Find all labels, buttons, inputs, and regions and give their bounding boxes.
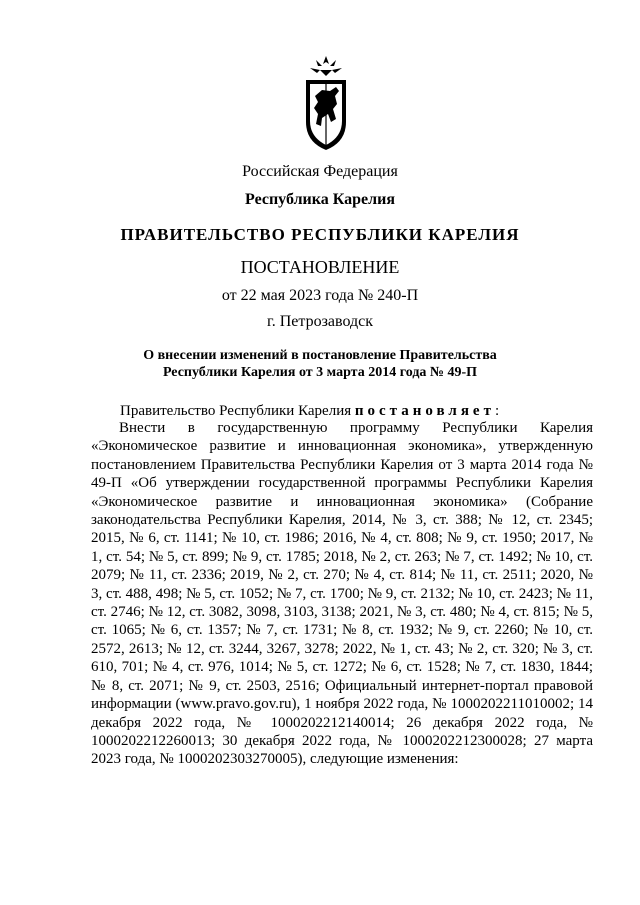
lead-prefix: Правительство Республики Карелия bbox=[120, 403, 355, 419]
city: г. Петрозаводск bbox=[266, 313, 374, 330]
government-name: ПРАВИТЕЛЬСТВО РЕСПУБЛИКИ КАРЕЛИЯ bbox=[120, 225, 520, 244]
document-date-number: от 22 мая 2023 года № 240-П bbox=[221, 287, 419, 304]
coat-of-arms-karelia bbox=[300, 56, 352, 152]
title-line-2: Республики Карелия от 3 марта 2014 года № 49-П bbox=[162, 365, 478, 380]
resolution-lead bbox=[120, 403, 499, 420]
republic-name: Республика Карелия bbox=[245, 191, 395, 208]
body-paragraph: Внести в государственную программу Республики Карелия «Экономическое развитие и инновационная экономика», утвержденную постановлением Правительства Республики Карелия от 3 марта 2014 года № 49-П «Об утверждении государственной программы Республики Карелия «Экономическое развитие и инновационная экономика» (Собрание законодательства Республики Карелия, 2014, № 3, ст. 388; № 12, ст. 2345; 2015, № 6, ст. 1141; № 10, ст. 1986; 2016, № 4, ст. 808; № 9, ст. 1950; 2017, № 1, ст. 54; № 5, ст. 899; № 9, ст. 1785; 2018, № 2, ст. 263; № 7, ст. 1492; № 10, ст. 2079; № 11, ст. 2336; 2019, № 2, ст. 270; № 4, ст. 814; № 11, ст. 2511; 2020, № 3, ст. 488, 498; № 5, ст. 1052; № 7, ст. 1700; № 9, ст. 2132; № 10, ст. 2423; № 11, ст. 2746; № 12, ст. 3082, 3098, 3103, 3138; 2021, № 3, ст. 480; № 4, ст. 815; № 5, ст. 1065; № 6, ст. 1357; № 7, ст. 1731; № 8, ст. 1932; № 9, ст. 2260; № 10, ст. 2572, 2613; № 12, ст. 3244, 3267, 3278; 2022, № 1, ст. 43; № 2, ст. 320; № 3, ст. 610, 701; № 4, ст. 976, 1014; № 5, ст. 1272; № 6, ст. 1528; № 7, ст. 1830, 1844; № 8, ст. 2071; № 9, ст. 2503, 2516; Официальный интернет-портал правовой информации (www.pravo.gov.ru), 1 ноября 2022 года, № 1000202211010002; 14 декабря 2022 года, № 1000202212140014; 26 декабря 2022 года, № 1000202212260013; 30 декабря 2022 года, № 1000202212300028; 27 марта 2023 года, № 1000202303270005), следующие изменения: bbox=[91, 420, 593, 768]
document-title bbox=[0, 347, 640, 381]
lead-resolves: постановляет bbox=[354, 403, 495, 419]
document-type: ПОСТАНОВЛЕНИЕ bbox=[240, 257, 400, 277]
country-name: Российская Федерация bbox=[242, 163, 398, 180]
lead-suffix: : bbox=[494, 403, 500, 419]
title-line-1: О внесении изменений в постановление Правительства bbox=[143, 348, 497, 363]
